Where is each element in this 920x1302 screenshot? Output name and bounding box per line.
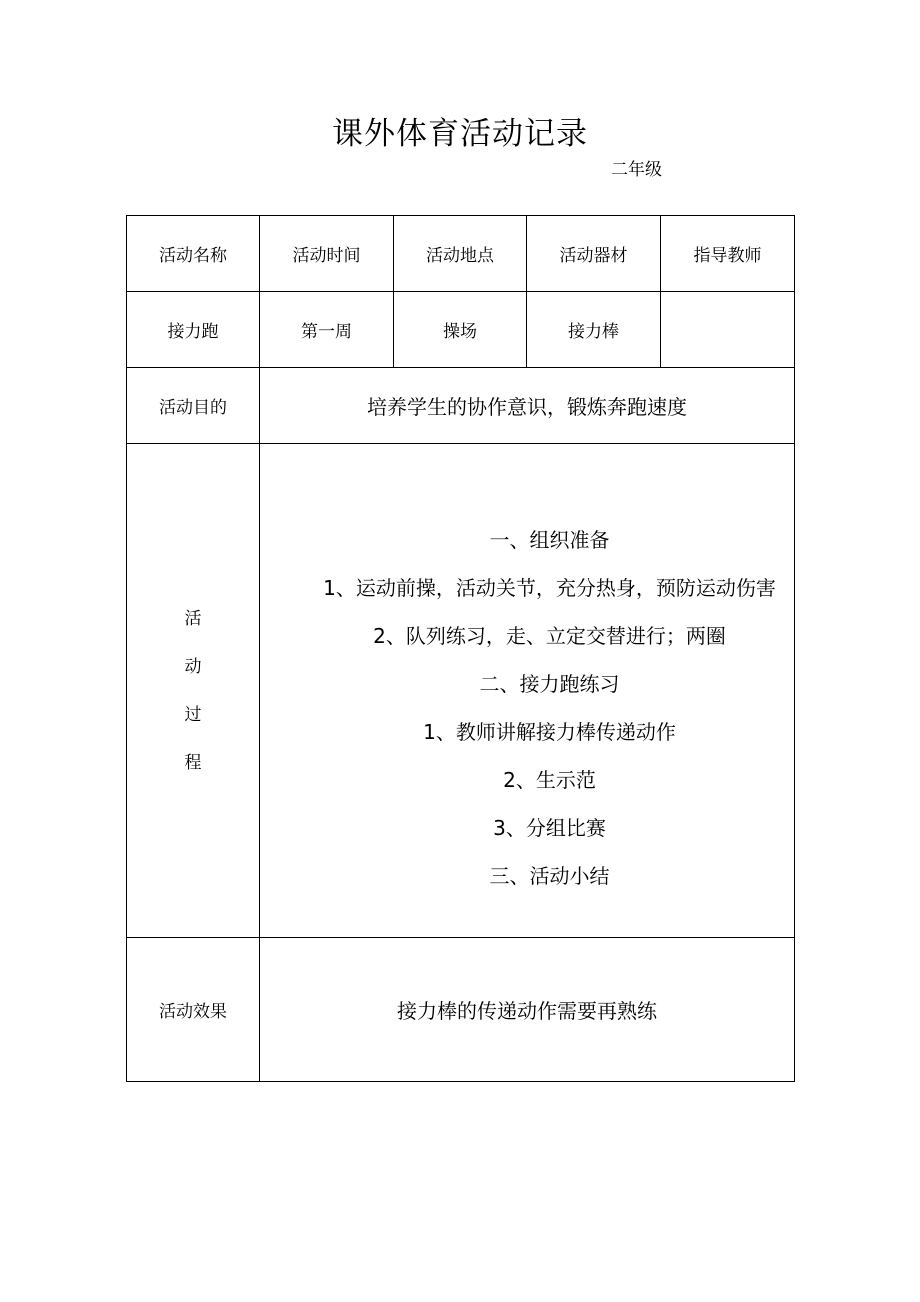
process-step: 一、组织准备 [489, 527, 610, 552]
purpose-row [127, 368, 795, 444]
value-activity-time: 第一周 [260, 292, 394, 368]
process-step: 二、接力跑练习 [479, 671, 620, 696]
value-activity-location: 操场 [394, 292, 527, 368]
process-step: 2、队列练习，走、立定交替进行；两圈 [373, 623, 726, 648]
activity-record-table [126, 215, 795, 1082]
header-activity-time: 活动时间 [260, 216, 394, 292]
process-label-char: 活 [184, 608, 202, 629]
value-instructor [661, 292, 795, 368]
header-row [127, 216, 795, 292]
header-instructor: 指导教师 [661, 216, 795, 292]
effect-row [127, 938, 795, 1082]
process-step: 1、运动前操，活动关节，充分热身，预防运动伤害 [323, 575, 776, 600]
process-label [127, 444, 260, 938]
grade-label: 二年级 [611, 160, 662, 180]
values-row [127, 292, 795, 368]
process-steps [260, 482, 794, 900]
effect-label: 活动效果 [127, 938, 260, 1082]
value-activity-name: 接力跑 [127, 292, 260, 368]
document-title: 课外体育活动记录 [332, 116, 588, 152]
process-step: 2、生示范 [503, 767, 596, 792]
header-activity-equipment: 活动器材 [527, 216, 661, 292]
purpose-value: 培养学生的协作意识，锻炼奔跑速度 [260, 368, 795, 444]
effect-value: 接力棒的传递动作需要再熟练 [260, 938, 795, 1082]
process-label-char: 动 [184, 656, 202, 677]
process-step: 3、分组比赛 [493, 815, 606, 840]
value-activity-equipment: 接力棒 [527, 292, 661, 368]
process-label-char: 过 [184, 704, 202, 725]
process-step: 1、教师讲解接力棒传递动作 [423, 719, 676, 744]
header-activity-location: 活动地点 [394, 216, 527, 292]
purpose-label: 活动目的 [127, 368, 260, 444]
process-content [260, 444, 795, 938]
process-step: 三、活动小结 [489, 863, 610, 888]
header-activity-name: 活动名称 [127, 216, 260, 292]
process-row [127, 444, 795, 938]
process-label-char: 程 [184, 752, 202, 773]
